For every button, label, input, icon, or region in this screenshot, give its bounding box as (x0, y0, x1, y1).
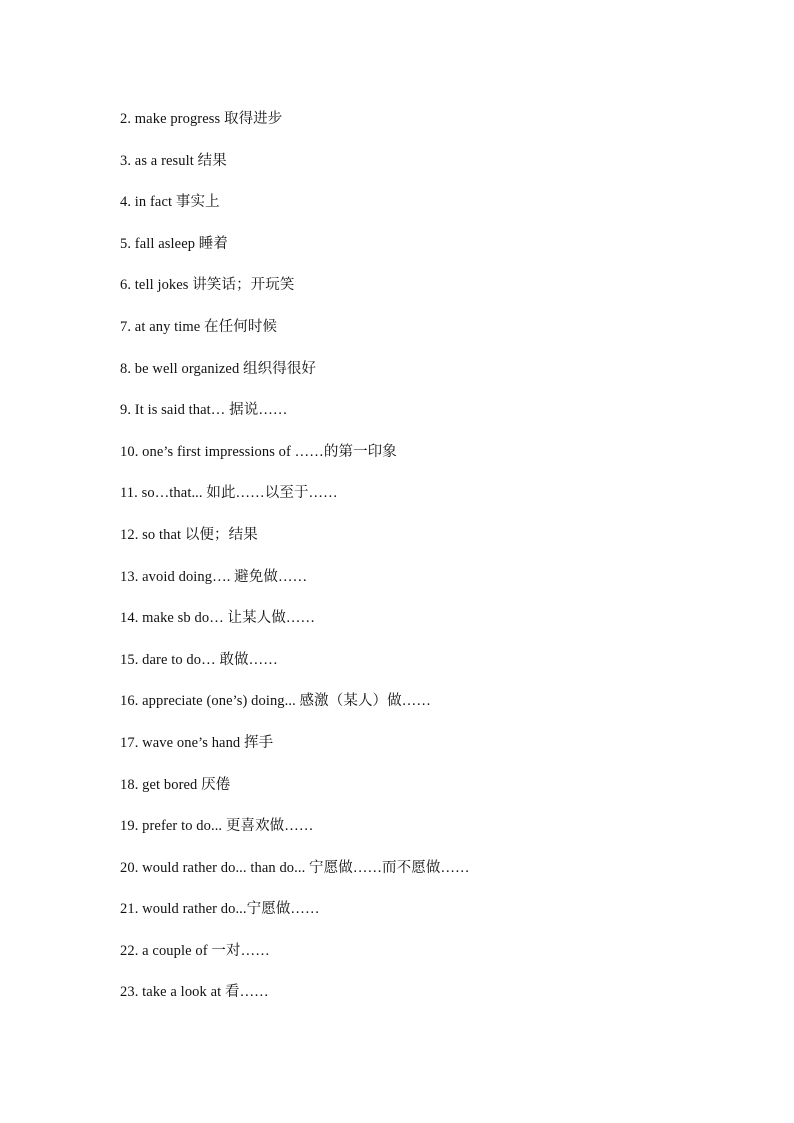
phrase-item: 14. make sb do… 让某人做…… (120, 610, 316, 627)
phrase-item: 22. a couple of 一对…… (120, 942, 270, 959)
phrase-item: 2. make progress 取得进步 (120, 111, 283, 127)
phrase-item: 8. be well organized 组织得很好 (120, 360, 317, 377)
phrase-item: 9. It is said that… 据说…… (120, 402, 288, 419)
phrase-item: 6. tell jokes 讲笑话；开玩笑 (120, 277, 295, 294)
phrase-list (120, 107, 470, 1022)
phrase-item: 11. so…that... 如此……以至于…… (120, 485, 338, 502)
phrase-item: 4. in fact 事实上 (120, 194, 220, 211)
phrase-item: 10. one’s first impressions of ……的第一印象 (120, 443, 397, 460)
phrase-item: 3. as a result 结果 (120, 152, 227, 169)
phrase-item: 18. get bored 厌倦 (120, 776, 231, 793)
phrase-item: 23. take a look at 看…… (120, 984, 269, 1001)
phrase-item: 5. fall asleep 睡着 (120, 235, 228, 252)
phrase-item: 15. dare to do… 敢做…… (120, 651, 278, 668)
phrase-item: 13. avoid doing…. 避免做…… (120, 568, 308, 585)
phrase-item: 7. at any time 在任何时候 (120, 318, 278, 335)
phrase-item: 16. appreciate (one’s) doing... 感激（某人）做…… (120, 693, 431, 710)
phrase-item: 19. prefer to do... 更喜欢做…… (120, 818, 314, 835)
phrase-item: 12. so that 以便；结果 (120, 526, 258, 543)
phrase-item: 17. wave one’s hand 挥手 (120, 734, 274, 751)
phrase-item: 21. would rather do...宁愿做…… (120, 901, 320, 918)
phrase-item: 20. would rather do... than do... 宁愿做……而不愿做…… (120, 859, 470, 876)
